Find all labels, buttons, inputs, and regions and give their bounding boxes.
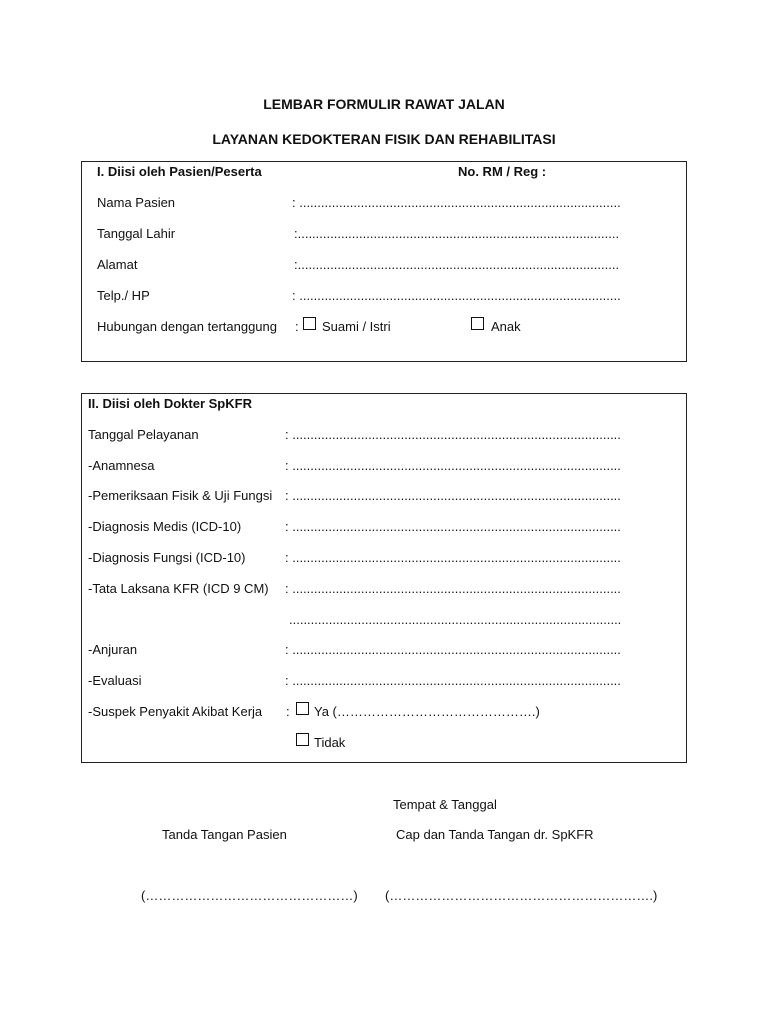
field-tata-laksana-continued[interactable]: ............................................................................................ bbox=[289, 612, 622, 627]
field-label-pemeriksaan: -Pemeriksaan Fisik & Uji Fungsi bbox=[88, 488, 273, 503]
field-label-tgl-lahir: Tanggal Lahir bbox=[97, 226, 176, 241]
checkbox-spouse[interactable] bbox=[303, 317, 316, 330]
field-tgl-lahir[interactable]: :......................................................................................... bbox=[294, 226, 620, 241]
field-tata-laksana[interactable]: : ........................................................................................... bbox=[285, 581, 621, 596]
option-yes-label[interactable]: Ya (……………………………………….) bbox=[314, 704, 540, 719]
field-label-evaluasi: -Evaluasi bbox=[88, 673, 142, 688]
option-child-label: Anak bbox=[491, 319, 521, 334]
field-anamnesa[interactable]: : ........................................................................................... bbox=[285, 458, 621, 473]
doctor-section-heading: II. Diisi oleh Dokter SpKFR bbox=[88, 396, 252, 411]
option-no-label: Tidak bbox=[314, 735, 346, 750]
checkbox-suspect-yes[interactable] bbox=[296, 702, 309, 715]
field-label-tgl-pelayanan: Tanggal Pelayanan bbox=[88, 427, 199, 442]
field-label-alamat: Alamat bbox=[97, 257, 138, 272]
place-date-label: Tempat & Tanggal bbox=[393, 797, 497, 812]
patient-section-heading: I. Diisi oleh Pasien/Peserta bbox=[97, 164, 262, 179]
checkbox-suspect-no[interactable] bbox=[296, 733, 309, 746]
doctor-signature-line[interactable]: (…………………………………………………….) bbox=[385, 888, 658, 903]
field-nama[interactable]: : ......................................................................................... bbox=[292, 195, 621, 210]
field-anjuran[interactable]: : ........................................................................................... bbox=[285, 642, 621, 657]
field-diagnosis-medis[interactable]: : ........................................................................................... bbox=[285, 519, 621, 534]
field-diagnosis-fungsi[interactable]: : ........................................................................................... bbox=[285, 550, 621, 565]
field-tgl-pelayanan[interactable]: : ........................................................................................... bbox=[285, 427, 621, 442]
suspect-colon: : bbox=[286, 704, 290, 719]
field-label-anjuran: -Anjuran bbox=[88, 642, 138, 657]
form-title: LEMBAR FORMULIR RAWAT JALAN bbox=[263, 96, 505, 112]
field-evaluasi[interactable]: : ........................................................................................... bbox=[285, 673, 621, 688]
option-spouse-label: Suami / Istri bbox=[322, 319, 391, 334]
field-label-anamnesa: -Anamnesa bbox=[88, 458, 155, 473]
field-label-telp: Telp./ HP bbox=[97, 288, 150, 303]
rm-reg-label: No. RM / Reg : bbox=[458, 164, 547, 179]
relation-label: Hubungan dengan tertanggung bbox=[97, 319, 277, 334]
doctor-signature-label: Cap dan Tanda Tangan dr. SpKFR bbox=[396, 827, 594, 842]
field-label-diagnosis-fungsi: -Diagnosis Fungsi (ICD-10) bbox=[88, 550, 246, 565]
field-label-tata-laksana: -Tata Laksana KFR (ICD 9 CM) bbox=[88, 581, 269, 596]
suspect-label: -Suspek Penyakit Akibat Kerja bbox=[88, 704, 263, 719]
patient-signature-label: Tanda Tangan Pasien bbox=[162, 827, 287, 842]
field-label-diagnosis-medis: -Diagnosis Medis (ICD-10) bbox=[88, 519, 242, 534]
field-label-nama: Nama Pasien bbox=[97, 195, 176, 210]
checkbox-child[interactable] bbox=[471, 317, 484, 330]
patient-signature-line[interactable]: (…………………………………………) bbox=[141, 888, 358, 903]
field-telp[interactable]: : ......................................................................................... bbox=[292, 288, 621, 303]
form-subtitle: LAYANAN KEDOKTERAN FISIK DAN REHABILITASI bbox=[212, 131, 556, 147]
field-alamat[interactable]: :......................................................................................... bbox=[294, 257, 620, 272]
relation-colon: : bbox=[295, 319, 299, 334]
field-pemeriksaan[interactable]: : ........................................................................................... bbox=[285, 488, 621, 503]
